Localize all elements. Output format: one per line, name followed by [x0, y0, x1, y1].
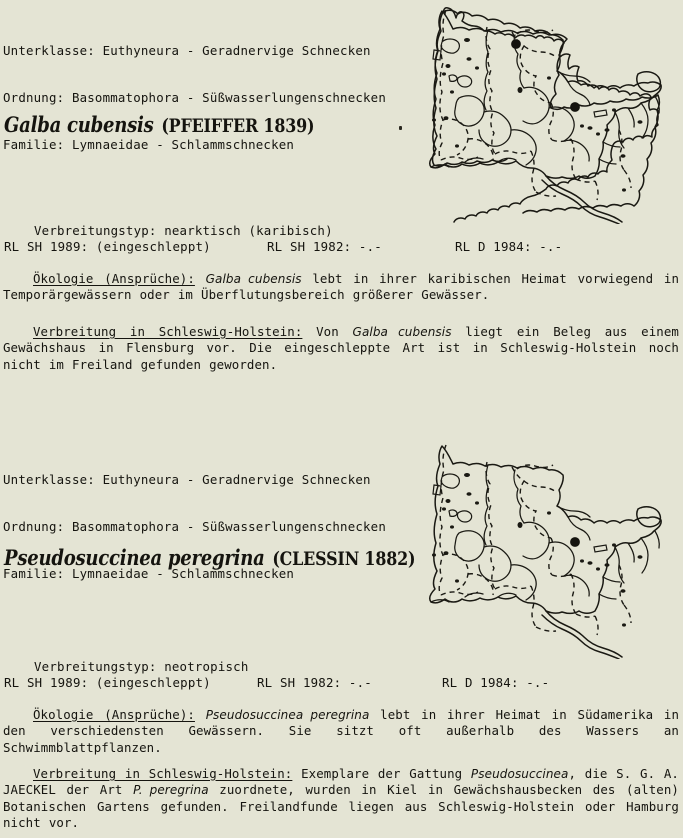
record-marker [571, 103, 579, 111]
occurrence-genus-italic: Pseudosuccinea [470, 767, 569, 781]
species-author: (CLESSIN 1882) [272, 549, 416, 570]
distribution-map-2 [412, 437, 680, 659]
ecology-label: Ökologie (Ansprüche): [33, 271, 195, 286]
occurrence-text-before: Von [302, 324, 353, 339]
ecology-text-before [195, 271, 206, 286]
ecology-species-italic: Galba cubensis [205, 272, 302, 286]
species-heading-2 [4, 545, 415, 570]
ecology-text-before [195, 707, 206, 722]
species-name: Galba cubensis [4, 112, 154, 137]
subclass-line: Unterklasse: Euthyneura - Geradnervige Schnecken [3, 472, 371, 488]
occurrence-text-3: zuordnete, wurden in Kiel in Gewächshausbecken des (alten) Botanischen Gartens gefunden. Freilandfunde liegen aus Schleswig-Holstein oder Hamburg nicht vor. [3, 782, 679, 831]
ecology-text-after: lebt in ihrer Heimat in Südamerika in den verschiedensten Gewässern. Sie sitzt oft außerhalb des Wassers an Schwimmblattpflanzen. [3, 707, 679, 755]
occurrence-text-2: , die S. G. A. JAECKEL der Art [3, 766, 679, 798]
ecology-label: Ökologie (Ansprüche): [33, 707, 195, 722]
redlist-sh-1982-1: RL SH 1982: -.- [267, 239, 382, 254]
order-line: Ordnung: Basommatophora - Süßwasserlungenschnecken [3, 518, 386, 534]
family-line: Familie: Lymnaeidae - Schlammschnecken [3, 136, 295, 152]
occurrence-label: Verbreitung in Schleswig-Holstein: [33, 766, 293, 781]
redlist-d-1984-1: RL D 1984: -.- [455, 239, 563, 254]
ecology-paragraph-1 [3, 271, 679, 304]
ecology-text-after: lebt in ihrer karibischen Heimat vorwiegend in Temporärgewässern oder im Überflutungsbereich größerer Gewässer. [3, 271, 680, 303]
redlist-sh-1989-1: RL SH 1989: (eingeschleppt) [4, 239, 211, 254]
occurrence-paragraph-2 [3, 766, 679, 832]
taxonomy-block-1 [3, 12, 386, 184]
record-marker [512, 40, 520, 48]
species-name: Pseudosuccinea peregrina [4, 545, 265, 570]
redlist-sh-1982-2: RL SH 1982: -.- [257, 675, 372, 690]
occurrence-species-italic: P. peregrina [133, 783, 209, 798]
redlist-sh-1989-2: RL SH 1989: (eingeschleppt) [4, 675, 211, 690]
taxonomy-block-2 [3, 441, 386, 613]
order-line: Ordnung: Basommatophora - Süßwasserlungenschnecken [3, 89, 386, 105]
occurrence-paragraph-1 [3, 324, 679, 373]
occurrence-species-italic: Galba cubensis [352, 325, 452, 339]
ecology-species-italic: Pseudosuccinea peregrina [205, 708, 370, 722]
occurrence-text-1: Exemplare der Gattung [292, 766, 471, 781]
family-line: Familie: Lymnaeidae - Schlammschnecken [3, 565, 295, 581]
species-heading-1 [4, 112, 314, 137]
occurrence-label: Verbreitung in Schleswig-Holstein: [33, 324, 303, 339]
distribution-type-2: Verbreitungstyp: neotropisch [34, 659, 249, 674]
scan-speck [399, 126, 402, 130]
distribution-map-1 [412, 2, 680, 224]
redlist-d-1984-2: RL D 1984: -.- [442, 675, 550, 690]
subclass-line: Unterklasse: Euthyneura - Geradnervige Schnecken [3, 43, 371, 59]
occurrence-text-after: liegt ein Beleg aus einem Gewächshaus in Flensburg vor. Die eingeschleppte Art ist in Schleswig-Holstein noch nicht im Freiland gefunden geworden. [3, 324, 679, 372]
distribution-type-1: Verbreitungstyp: nearktisch (karibisch) [34, 223, 333, 238]
ecology-paragraph-2 [3, 707, 679, 756]
species-author: (PFEIFFER 1839) [161, 116, 315, 137]
record-marker [571, 538, 579, 546]
